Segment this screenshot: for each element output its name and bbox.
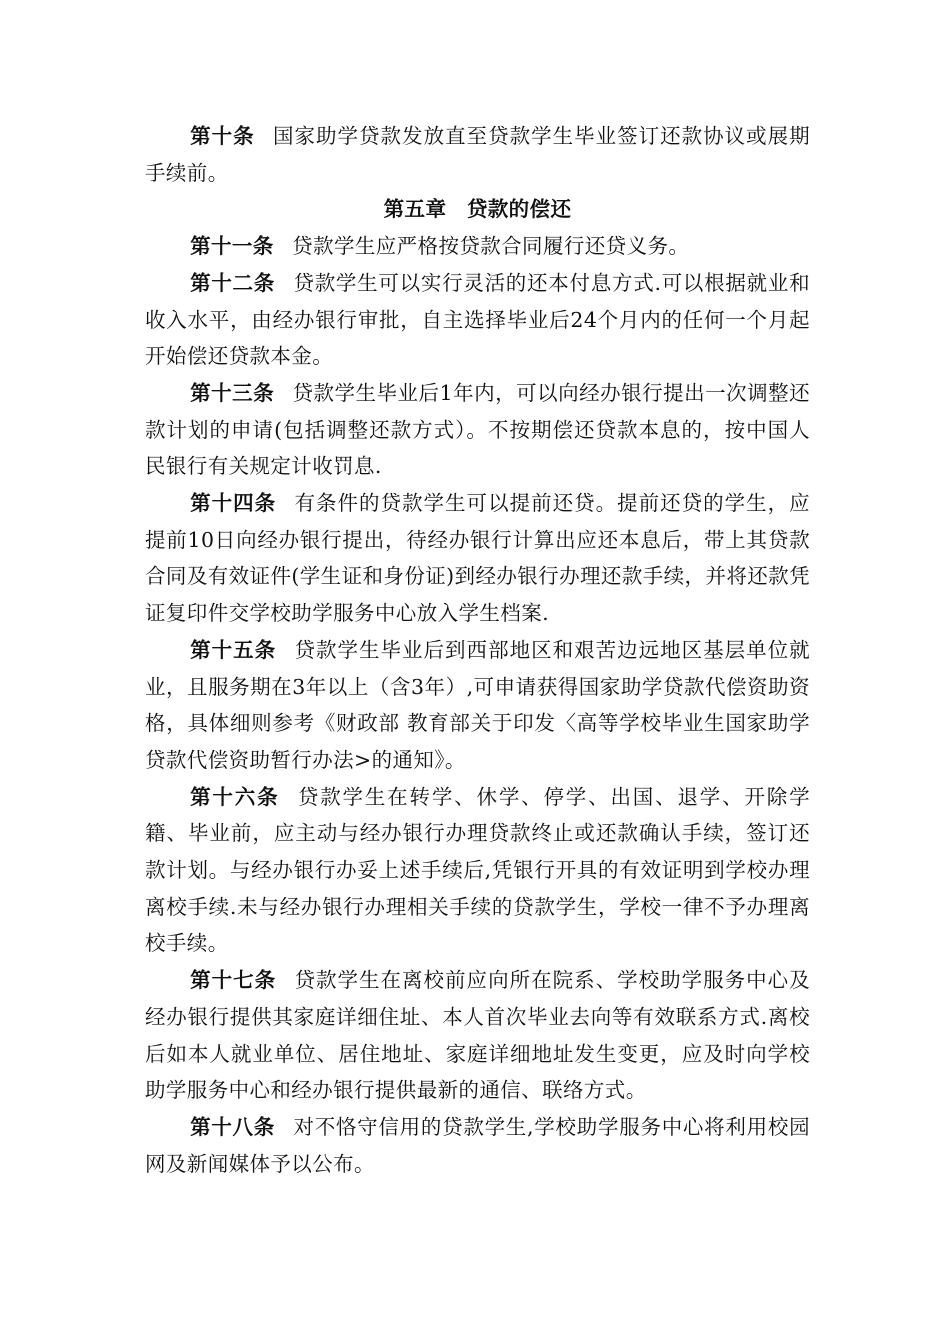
article-label: 第十四条 — [190, 491, 277, 516]
article-18 — [145, 1109, 810, 1182]
document-page — [145, 118, 810, 1182]
article-label: 第十七条 — [190, 968, 277, 993]
article-16 — [145, 779, 810, 963]
article-13 — [145, 375, 810, 485]
article-15 — [145, 632, 810, 779]
article-label: 第十五条 — [190, 637, 277, 662]
article-text: 贷款学生可以实行灵活的还本付息方式.可以根据就业和收入水平，由经办银行审批，自主选择毕业后24个月内的任何一个月起开始偿还贷款本金。 — [145, 270, 810, 369]
article-10 — [145, 118, 810, 191]
article-label: 第十六条 — [190, 784, 280, 809]
article-text: 贷款学生毕业后到西部地区和艰苦边远地区基层单位就业，且服务期在3年以上（含3年）,可申请获得国家助学贷款代偿资助资格，具体细则参考《财政部 教育部关于印发〈高等学校毕业生国家助学贷款代偿资助暂行办法>的通知》。 — [145, 637, 810, 772]
article-label: 第十八条 — [190, 1114, 276, 1139]
article-text: 贷款学生应严格按贷款合同履行还贷义务。 — [292, 234, 690, 259]
article-text: 国家助学贷款发放直至贷款学生毕业签订还款协议或展期手续前。 — [145, 124, 811, 185]
article-text: 对不恪守信用的贷款学生,学校助学服务中心将利用校园网及新闻媒体予以公布。 — [145, 1114, 810, 1176]
article-label: 第十条 — [190, 124, 255, 148]
article-text: 有条件的贷款学生可以提前还贷。提前还贷的学生，应提前10日向经办银行提出，待经办银行计算出应还本息后，带上其贷款合同及有效证件(学生证和身份证)到经办银行办理还款手续，并将还款凭证复印件交学校助学服务中心放入学生档案. — [145, 491, 810, 626]
article-text: 贷款学生毕业后1年内，可以向经办银行提出一次调整还款计划的申请(包括调整还款方式）。不按期偿还贷款本息的，按中国人民银行有关规定计收罚息. — [145, 380, 810, 479]
article-label: 第十一条 — [190, 234, 274, 259]
article-text: 贷款学生在离校前应向所在院系、学校助学服务中心及经办银行提供其家庭详细住址、本人首次毕业去向等有效联系方式.离校后如本人就业单位、居住地址、家庭详细地址发生变更，应及时向学校助学服务中心和经办银行提供最新的通信、联络方式。 — [145, 968, 810, 1103]
article-text: 贷款学生在转学、休学、停学、出国、退学、开除学籍、毕业前，应主动与经办银行办理贷款终止或还款确认手续，签订还款计划。与经办银行办妥上述手续后,凭银行开具的有效证明到学校办理离校手续.未与经办银行办理相关手续的贷款学生，学校一律不予办理离校手续。 — [145, 784, 810, 956]
article-12 — [145, 265, 810, 375]
article-label: 第十三条 — [190, 380, 275, 405]
article-17 — [145, 962, 810, 1109]
chapter-heading — [145, 191, 810, 228]
article-11 — [145, 228, 810, 265]
article-14 — [145, 485, 810, 632]
chapter-number: 第五章 — [383, 197, 447, 222]
article-label: 第十二条 — [190, 270, 276, 295]
chapter-title: 贷款的偿还 — [466, 197, 572, 222]
